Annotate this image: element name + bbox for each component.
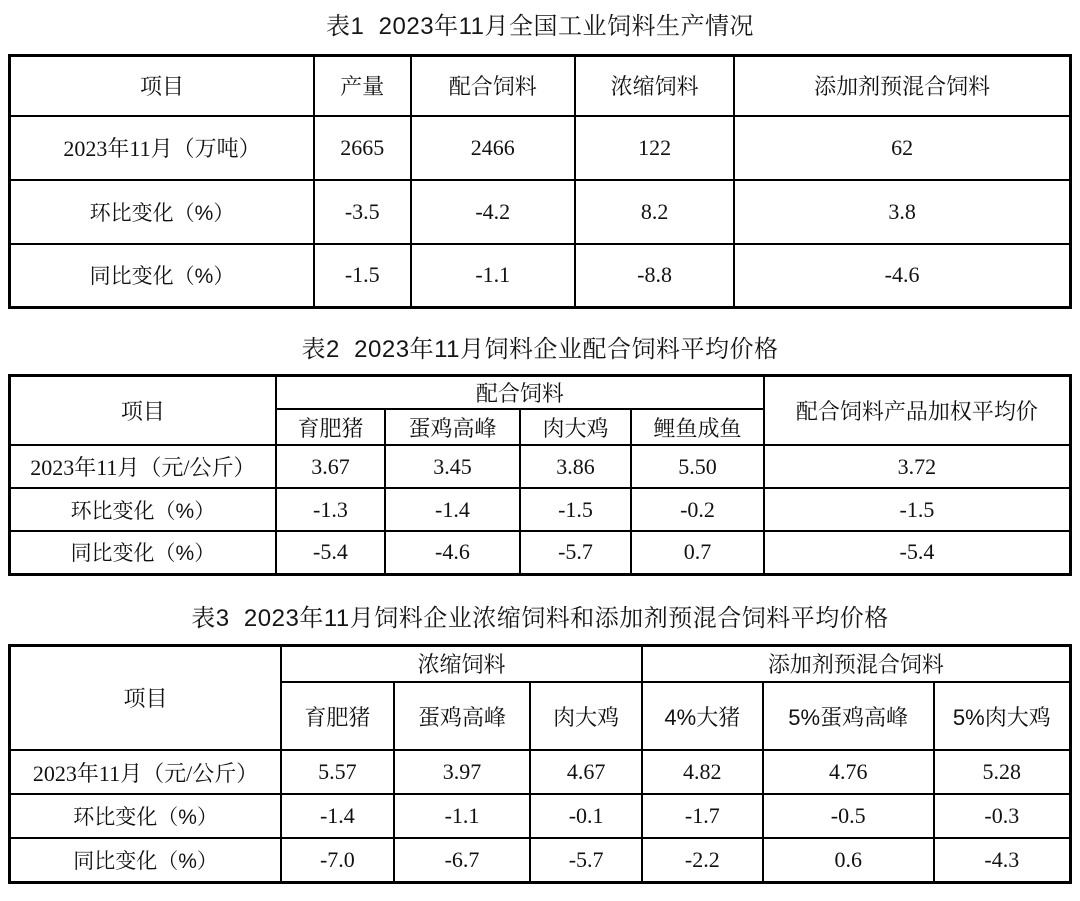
row-label: 环比变化（%）	[10, 488, 276, 531]
value-cell: -1.1	[394, 794, 531, 838]
value-cell: -8.8	[575, 244, 734, 308]
header-cell-item: 项目	[10, 645, 282, 750]
table-row	[10, 180, 1071, 244]
value-cell: 4.67	[530, 750, 641, 794]
value-cell: -1.4	[281, 794, 393, 838]
value-cell: -4.6	[385, 531, 520, 574]
row-label: 2023年11月（元/公斤）	[10, 445, 276, 488]
row-label: 环比变化（%）	[10, 794, 282, 838]
value-cell: -1.5	[764, 488, 1071, 531]
row-label: 同比变化（%）	[10, 531, 276, 574]
header-cell-item: 项目	[10, 376, 276, 446]
table-row	[10, 531, 1071, 574]
value-cell: 5.50	[631, 445, 764, 488]
value-cell: 3.97	[394, 750, 531, 794]
row-label: 环比变化（%）	[10, 180, 315, 244]
header-cell-4pct-pig: 4%大猪	[642, 682, 763, 750]
value-cell: -1.3	[276, 488, 385, 531]
value-cell: -6.7	[394, 838, 531, 882]
value-cell: 5.57	[281, 750, 393, 794]
header-cell-5pct-laying-hen: 5%蛋鸡高峰	[763, 682, 934, 750]
header-cell-item: 项目	[10, 56, 315, 116]
value-cell: 0.7	[631, 531, 764, 574]
header-cell-premix-group: 添加剂预混合饲料	[642, 645, 1071, 682]
header-cell-peak-laying-hen: 蛋鸡高峰	[385, 409, 520, 445]
value-cell: -0.5	[763, 794, 934, 838]
value-cell: 5.28	[934, 750, 1071, 794]
value-cell: 3.67	[276, 445, 385, 488]
table2-title: 表2 2023年11月饲料企业配合饲料平均价格	[301, 336, 779, 363]
header-cell-5pct-broiler: 5%肉大鸡	[934, 682, 1071, 750]
value-cell: 3.72	[764, 445, 1071, 488]
table2-group-header-row	[10, 376, 1071, 410]
value-cell: -0.2	[631, 488, 764, 531]
value-cell: 3.45	[385, 445, 520, 488]
table-row	[10, 244, 1071, 308]
value-cell: -4.2	[411, 180, 575, 244]
value-cell: 0.6	[763, 838, 934, 882]
value-cell: -5.7	[520, 531, 631, 574]
value-cell: 4.82	[642, 750, 763, 794]
value-cell: -5.4	[276, 531, 385, 574]
header-cell-concentrate-group: 浓缩饲料	[281, 645, 642, 682]
value-cell: -1.5	[314, 244, 411, 308]
value-cell: 122	[575, 116, 734, 180]
header-cell-broiler: 肉大鸡	[530, 682, 641, 750]
header-cell-fattening-pig: 育肥猪	[276, 409, 385, 445]
value-cell: 2466	[411, 116, 575, 180]
table2-compound-feed-prices	[8, 374, 1072, 576]
table-row	[10, 488, 1071, 531]
table-row	[10, 116, 1071, 180]
header-cell-weighted-average-price: 配合饲料产品加权平均价	[764, 376, 1071, 446]
table3-concentrate-premix-prices	[8, 644, 1072, 884]
value-cell: -3.5	[314, 180, 411, 244]
value-cell: 3.86	[520, 445, 631, 488]
value-cell: -4.3	[934, 838, 1071, 882]
table-row	[10, 838, 1071, 882]
value-cell: -2.2	[642, 838, 763, 882]
value-cell: -5.4	[764, 531, 1071, 574]
value-cell: -0.3	[934, 794, 1071, 838]
header-cell-output: 产量	[314, 56, 411, 116]
row-label: 2023年11月（元/公斤）	[10, 750, 282, 794]
value-cell: 2665	[314, 116, 411, 180]
value-cell: -7.0	[281, 838, 393, 882]
header-cell-concentrate-feed: 浓缩饲料	[575, 56, 734, 116]
value-cell: 62	[734, 116, 1070, 180]
table3-title: 表3 2023年11月饲料企业浓缩饲料和添加剂预混合饲料平均价格	[191, 604, 889, 632]
value-cell: -1.7	[642, 794, 763, 838]
row-label: 2023年11月（万吨）	[10, 116, 315, 180]
table1-title: 表1 2023年11月全国工业饲料生产情况	[326, 13, 754, 40]
table-row	[10, 445, 1071, 488]
value-cell: -4.6	[734, 244, 1070, 308]
header-cell-carp: 鲤鱼成鱼	[631, 409, 764, 445]
header-cell-peak-laying-hen: 蛋鸡高峰	[394, 682, 531, 750]
header-cell-premix-feed: 添加剂预混合饲料	[734, 56, 1070, 116]
header-cell-compound-feed: 配合饲料	[411, 56, 575, 116]
value-cell: 8.2	[575, 180, 734, 244]
value-cell: -1.5	[520, 488, 631, 531]
table-row	[10, 794, 1071, 838]
header-cell-fattening-pig: 育肥猪	[281, 682, 393, 750]
table-row	[10, 750, 1071, 794]
row-label: 同比变化（%）	[10, 244, 315, 308]
header-cell-compound-feed-group: 配合饲料	[276, 376, 764, 410]
value-cell: 3.8	[734, 180, 1070, 244]
row-label: 同比变化（%）	[10, 838, 282, 882]
value-cell: -0.1	[530, 794, 641, 838]
table1-header-row	[10, 56, 1071, 116]
value-cell: -1.4	[385, 488, 520, 531]
table3-group-header-row	[10, 645, 1071, 682]
value-cell: 4.76	[763, 750, 934, 794]
value-cell: -5.7	[530, 838, 641, 882]
value-cell: -1.1	[411, 244, 575, 308]
table1-feed-production	[8, 54, 1072, 309]
header-cell-broiler: 肉大鸡	[520, 409, 631, 445]
